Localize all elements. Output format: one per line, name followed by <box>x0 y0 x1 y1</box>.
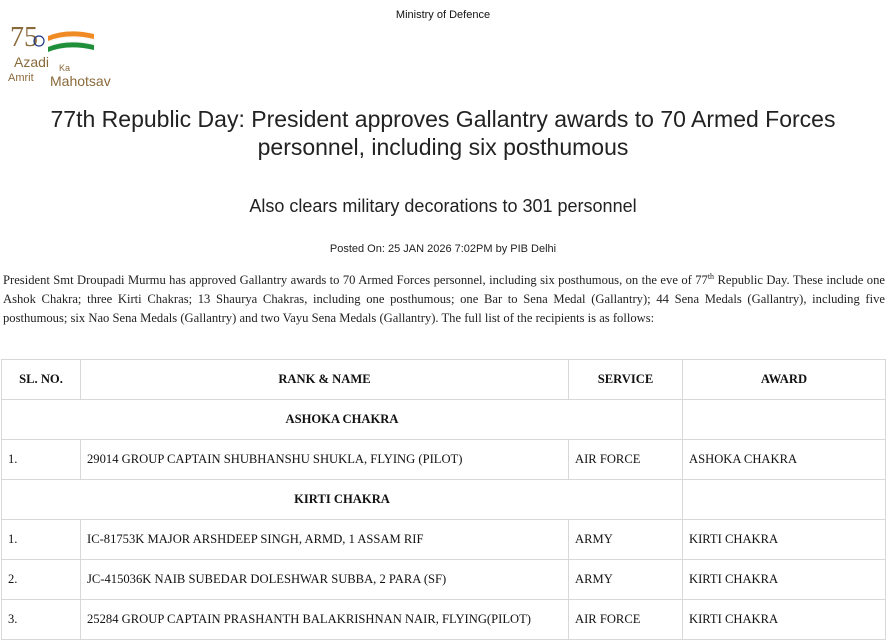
cell-rank-name: 29014 GROUP CAPTAIN SHUBHANSHU SHUKLA, FLYING (PILOT) <box>81 440 569 480</box>
cell-award: KIRTI CHAKRA <box>683 600 886 640</box>
section-title: KIRTI CHAKRA <box>2 480 683 520</box>
section-empty-cell <box>683 400 886 440</box>
intro-text-start: President Smt Droupadi Murmu has approved Gallantry awards to 70 Armed Forces personnel, including six posthumous, on the eve of 77 <box>3 273 708 287</box>
header-service: SERVICE <box>569 360 683 400</box>
cell-service: ARMY <box>569 560 683 600</box>
cell-rank-name: 25284 GROUP CAPTAIN PRASHANTH BALAKRISHNAN NAIR, FLYING(PILOT) <box>81 600 569 640</box>
ministry-label: Ministry of Defence <box>395 9 491 21</box>
awards-table <box>1 359 886 640</box>
svg-text:Amrit: Amrit <box>8 72 34 84</box>
cell-rank-name: IC-81753K MAJOR ARSHDEEP SINGH, ARMD, 1 ASSAM RIF <box>81 520 569 560</box>
cell-sl-no: 3. <box>2 600 81 640</box>
posted-on: Posted On: 25 JAN 2026 7:02PM by PIB Delhi <box>329 243 557 255</box>
svg-text:Azadi: Azadi <box>14 54 50 70</box>
article-subtitle: Also clears military decorations to 301 personnel <box>249 196 637 216</box>
cell-sl-no: 1. <box>2 520 81 560</box>
cell-sl-no: 2. <box>2 560 81 600</box>
table-row <box>2 520 886 560</box>
table-row <box>2 440 886 480</box>
cell-service: AIR FORCE <box>569 600 683 640</box>
svg-text:Ka: Ka <box>59 63 71 73</box>
section-row-ashoka-chakra <box>2 400 886 440</box>
svg-text:Mahotsav: Mahotsav <box>50 73 111 89</box>
cell-award: KIRTI CHAKRA <box>683 520 886 560</box>
header-rank-name: RANK & NAME <box>81 360 569 400</box>
cell-service: AIR FORCE <box>569 440 683 480</box>
section-row-kirti-chakra <box>2 480 886 520</box>
section-empty-cell <box>683 480 886 520</box>
cell-sl-no: 1. <box>2 440 81 480</box>
header-sl-no: SL. NO. <box>2 360 81 400</box>
article-title: 77th Republic Day: President approves Gallantry awards to 70 Armed Forces personnel, including six posthumous <box>50 106 836 160</box>
intro-paragraph <box>3 271 885 328</box>
table-row <box>2 600 886 640</box>
cell-service: ARMY <box>569 520 683 560</box>
table-row <box>2 560 886 600</box>
cell-award: KIRTI CHAKRA <box>683 560 886 600</box>
intro-superscript: th <box>707 271 715 281</box>
cell-award: ASHOKA CHAKRA <box>683 440 886 480</box>
section-title: ASHOKA CHAKRA <box>2 400 683 440</box>
table-header-row <box>2 360 886 400</box>
svg-text:75: 75 <box>10 22 38 53</box>
azadi-ka-amrit-mahotsav-logo <box>6 22 124 92</box>
intro-text-end: Republic Day. These include one Ashok Chakra; three Kirti Chakras; 13 Shaurya Chakras, including one posthumous; one Bar to Sena Medal (Gallantry); 44 Sena Medals (Gallantry), including five posthumous; six Nao Sena Medals (Gallantry) and two Vayu Sena Medals (Gallantry). The full list of the recipients is as follows: <box>3 273 885 325</box>
header-award: AWARD <box>683 360 886 400</box>
cell-rank-name: JC-415036K NAIB SUBEDAR DOLESHWAR SUBBA, 2 PARA (SF) <box>81 560 569 600</box>
